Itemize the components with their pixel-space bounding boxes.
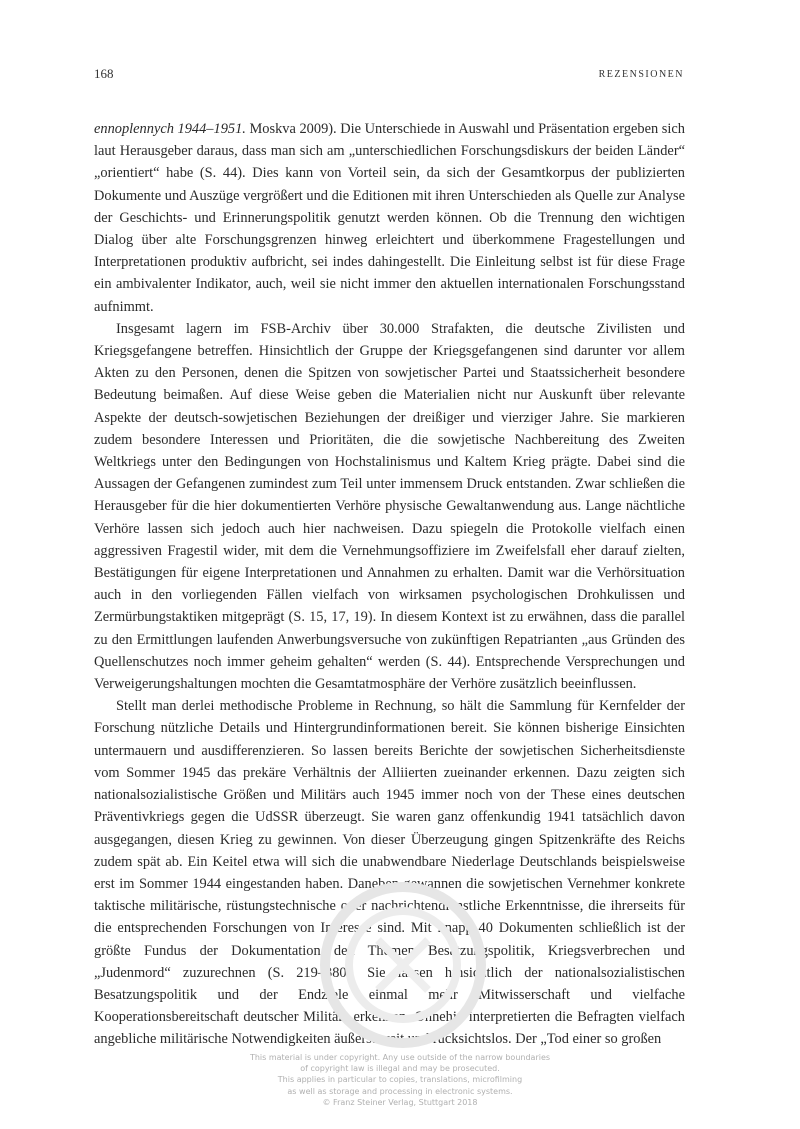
copyright-line-2: of copyright law is illegal and may be prosecuted.: [300, 1064, 500, 1074]
copyright-line-4: as well as storage and processing in electronic systems.: [287, 1086, 513, 1096]
copyright-line-1: This material is under copyright. Any use outside of the narrow boundaries: [249, 1053, 551, 1062]
paragraph-3-text: Stellt man derlei methodische Probleme in Rechnung, so hält die Sammlung für Kernfelder der Forschung nützliche Details und Hintergrundinformationen bereit. Sie können bisherige Einsichten untermauern und ausdifferenzieren. So lassen bereits Berichte der sowjetischen Sicherheitsdienste vom Sommer 1945 das prekäre Verhältnis der Alliierten zueinander erkennen. Dazu zeigten sich nationalsozialistische Größen und Militärs auch 1945 immer noch von der These eines deutschen Präventivkriegs gegen die UdSSR überzeugt. Sie waren ganz offenkundig 1941 tatsächlich davon ausgegangen, diesen Krieg zu gewinnen. Von dieser Überzeugung gingen Spitzenkräfte des Reichs zudem spät ab. Ein Keitel etwa will sich die unabwendbare Niederlage Deutschlands beispielsweise erst im Sommer 1944 eingestanden haben. Daneben gewannen die sowjetischen Vernehmer konkrete taktische militärische, rüstungstechnische oder nachrichtendienstliche Erkenntnisse, die ihrerseits für die entsprechenden Forschungen von Interesse sind. Mit knapp 40 Dokumenten schließlich ist der größte Fundus der Dokumentation den Themen Besatzungspolitik, Kriegsverbrechen und „Judenmord“ zuzurechnen (S. 219–380). Sie lassen hinsichtlich der nationalsozialistischen Besatzungspolitik und der Endziele einmal mehr Mitwisserschaft und vielfache Kooperationsbereitschaft deutscher Militärs erkennen. Ohnehin interpretierten die Befragten vielfach angebliche militärische Notwendigkeiten äußerst weit und rücksichtslos. Der „Tod einer so großen: [94, 698, 685, 1048]
paragraph-1-italic-lead: ennoplennych 1944–1951.: [94, 121, 246, 137]
page-header: [94, 66, 684, 86]
paragraph-3: [94, 695, 685, 1050]
copyright-line-3: This applies in particular to copies, translations, microfilming: [277, 1075, 523, 1085]
page-number: 168: [94, 66, 114, 81]
paragraph-1-text: Moskva 2009). Die Unterschiede in Auswahl und Präsentation ergeben sich laut Herausgeber daraus, dass man sich am „unterschiedlichen Forschungsdiskurs der beiden Länder“ „orientiert“ habe (S. 44). Dies kann von Vorteil sein, da sich der Gesamtkorpus der publizierten Dokumente und Auszüge vergrößert und die Editionen mit ihren Unterschieden als Quelle zur Analyse der Geschichts- und Erinnerungspolitik genutzt werden können. Ob die Trennung den wichtigen Dialog über alte Forschungsgrenzen hinweg erleichtert und überkommene Fragestellungen und Interpretationen produktiv aufbricht, sei indes dahingestellt. Die Einleitung selbst ist für diese Frage ein ambivalenter Indikator, auch, weil sie nicht immer den aktuellen internationalen Forschungsstand aufnimmt.: [94, 121, 685, 315]
paragraph-1: [94, 118, 685, 318]
copyright-line-5: © Franz Steiner Verlag, Stuttgart 2018: [322, 1097, 478, 1107]
paragraph-2: [94, 318, 685, 695]
paragraph-2-text: Insgesamt lagern im FSB-Archiv über 30.000 Strafakten, die deutsche Zivilisten und Kriegsgefangene betreffen. Hinsichtlich der Gruppe der Kriegsgefangenen sind darunter vor allem Akten zu den Personen, denen die Spitzen von sowjetischer Partei und Staatssicherheit besondere Bedeutung beimaßen. Auf diese Weise geben die Materialien nicht nur Auskunft über relevante Aspekte der deutsch-sowjetischen Beziehungen der dreißiger und vierziger Jahre. Sie markieren zudem besondere Interessen und Prioritäten, die die sowjetische Nachbereitung des Zweiten Weltkriegs unter den Bedingungen von Hochstalinismus und Kaltem Krieg prägte. Dabei sind die Aussagen der Gefangenen zumindest zum Teil unter immensem Druck entstanden. Zwar schließen die Herausgeber für die hier dokumentierten Verhöre physische Gewaltanwendung aus. Lange nächtliche Verhöre lassen sich jedoch auch hier nachweisen. Dazu spiegeln die Protokolle vielfach einen aggressiven Fragestil wider, mit dem die Vernehmungsoffiziere im Zweifelsfall eher darauf zielten, Bestätigungen für eigene Interpretationen und Annahmen zu erhalten. Damit war die Verhörsituation auch in den vorliegenden Fällen vielfach von wirksamen psychologischen Drohkulissen und Zermürbungstaktiken mitgeprägt (S. 15, 17, 19). In diesem Kontext ist zu erwähnen, dass die parallel zu den Ermittlungen laufenden Anwerbungsversuche von zukünftigen Repatrianten „aus Gründen des Quellenschutzes noch immer geheim gehalten“ werden (S. 44). Entsprechende Versprechungen und Verweigerungshaltungen mochten die Gesamtatmosphäre der Verhöre zusätzlich beeinflussen.: [94, 320, 685, 693]
running-head: rezensionen: [598, 66, 684, 81]
copyright-notice: [150, 1052, 650, 1108]
review-body: [94, 118, 685, 1051]
